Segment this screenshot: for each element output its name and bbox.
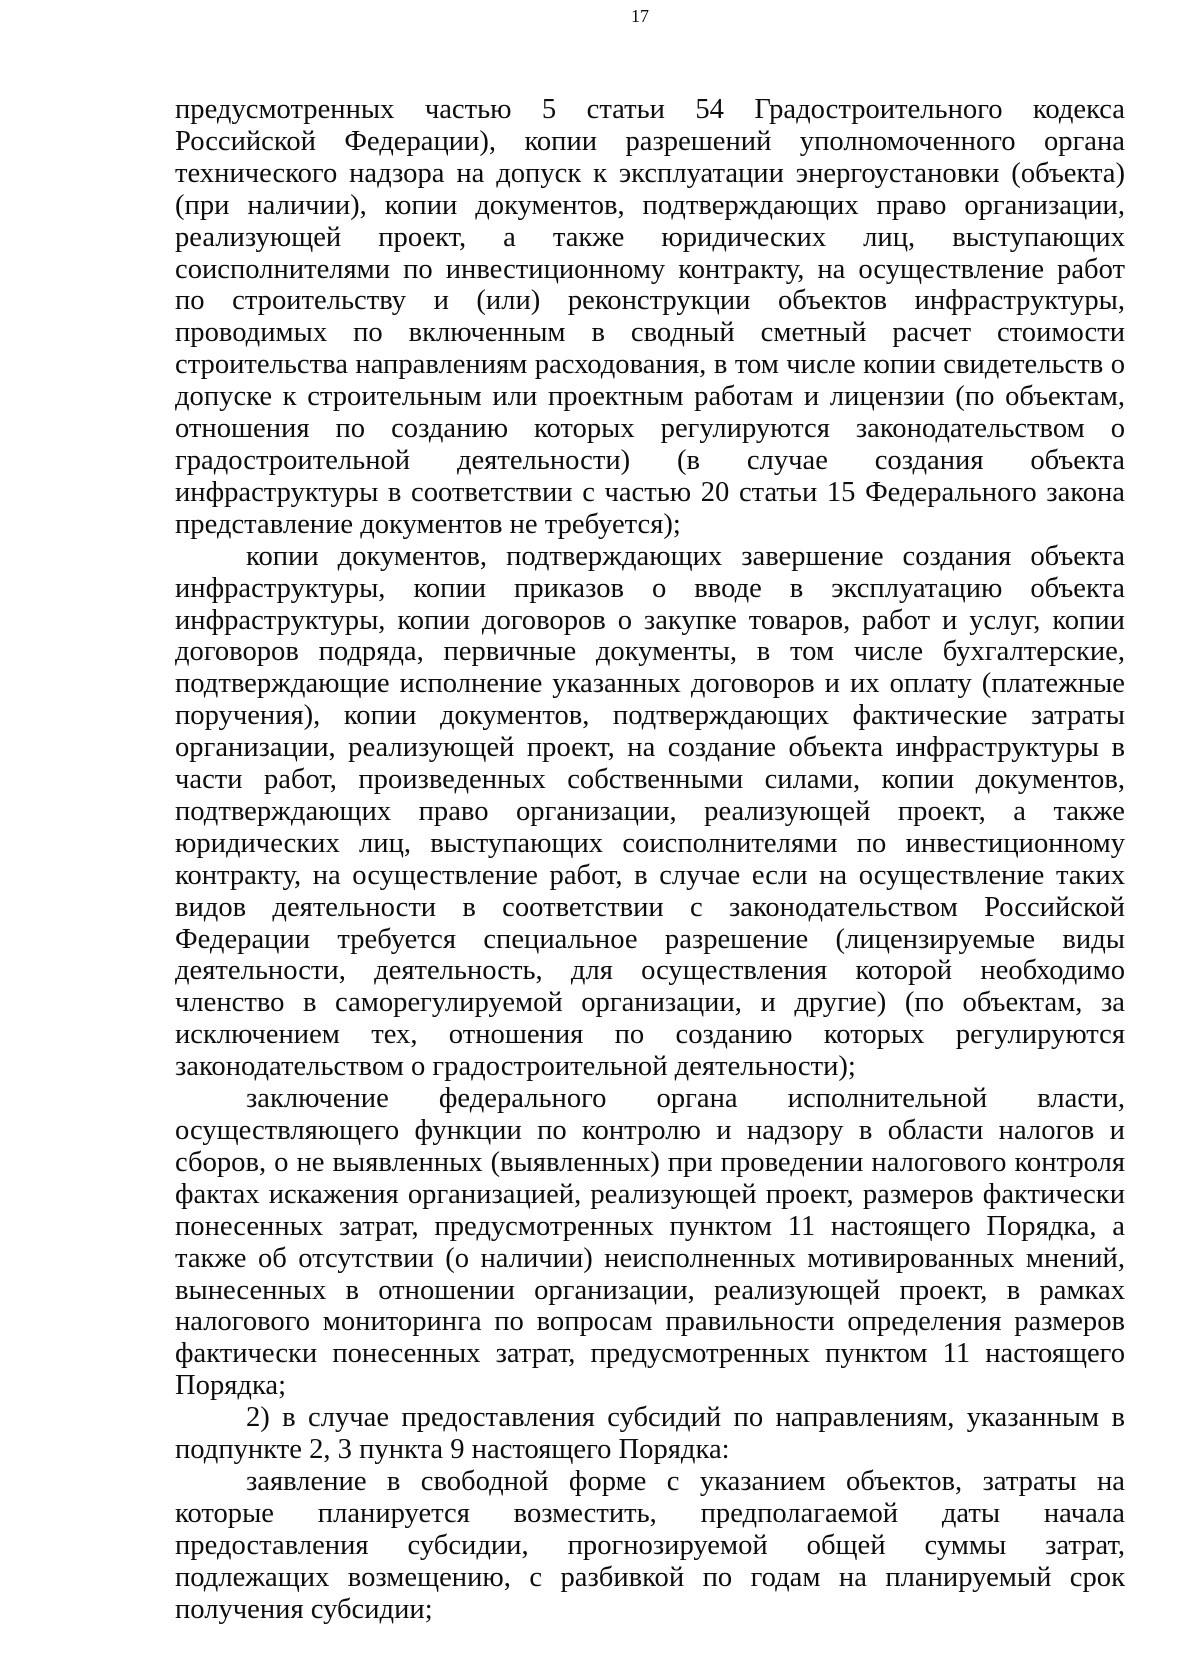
- paragraph-document-copies: копии документов, подтверждающих завершение создания объекта инфраструктуры, копии приказов о вводе в эксплуатацию объекта инфраструктуры, копии договоров о закупке товаров, работ и услуг, копии договоров подряда, первичные документы, в том числе бухгалтерские, подтверждающие исполнение указанных договоров и их оплату (платежные поручения), копии документов, подтверждающих фактические затраты организации, реализующей проект, на создание объекта инфраструктуры в части работ, произведенных собственными силами, копии документов, подтверждающих право организации, реализующей проект, а также юридических лиц, выступающих соисполнителями по инвестиционному контракту, на осуществление работ, в случае если на осуществление таких видов деятельности в соответствии с законодательством Российской Федерации требуется специальное разрешение (лицензируемые виды деятельности, деятельность, для осуществления которой необходимо членство в саморегулируемой организации, и другие) (по объектам, за исключением тех, отношения по созданию которых регулируются законодательством о градостроительной деятельности);: [175, 540, 1125, 1083]
- document-body: [175, 94, 1125, 1626]
- paragraph-item-2: 2) в случае предоставления субсидий по направлениям, указанным в подпункте 2, 3 пункта 9 настоящего Порядка:: [175, 1402, 1125, 1466]
- page-number: 17: [631, 6, 649, 26]
- paragraph-continuation: предусмотренных частью 5 статьи 54 Градостроительного кодекса Российской Федерации), копии разрешений уполномоченного органа технического надзора на допуск к эксплуатации энергоустановки (объекта) (при наличии), копии документов, подтверждающих право организации, реализующей проект, а также юридических лиц, выступающих соисполнителями по инвестиционному контракту, на осуществление работ по строительству и (или) реконструкции объектов инфраструктуры, проводимых по включенным в сводный сметный расчет стоимости строительства направлениям расходования, в том числе копии свидетельств о допуске к строительным или проектным работам и лицензии (по объектам, отношения по созданию которых регулируются законодательством о градостроительной деятельности) (в случае создания объекта инфраструктуры в соответствии с частью 20 статьи 15 Федерального закона представление документов не требуется);: [175, 94, 1125, 540]
- paragraph-tax-conclusion: заключение федерального органа исполнительной власти, осуществляющего функции по контролю и надзору в области налогов и сборов, о не выявленных (выявленных) при проведении налогового контроля фактах искажения организацией, реализующей проект, размеров фактически понесенных затрат, предусмотренных пунктом 11 настоящего Порядка, а также об отсутствии (о наличии) неисполненных мотивированных мнений, вынесенных в отношении организации, реализующей проект, в рамках налогового мониторинга по вопросам правильности определения размеров фактически понесенных затрат, предусмотренных пунктом 11 настоящего Порядка;: [175, 1083, 1125, 1402]
- paragraph-application: заявление в свободной форме с указанием объектов, затраты на которые планируется возместить, предполагаемой даты начала предоставления субсидии, прогнозируемой общей суммы затрат, подлежащих возмещению, с разбивкой по годам на планируемый срок получения субсидии;: [175, 1465, 1125, 1625]
